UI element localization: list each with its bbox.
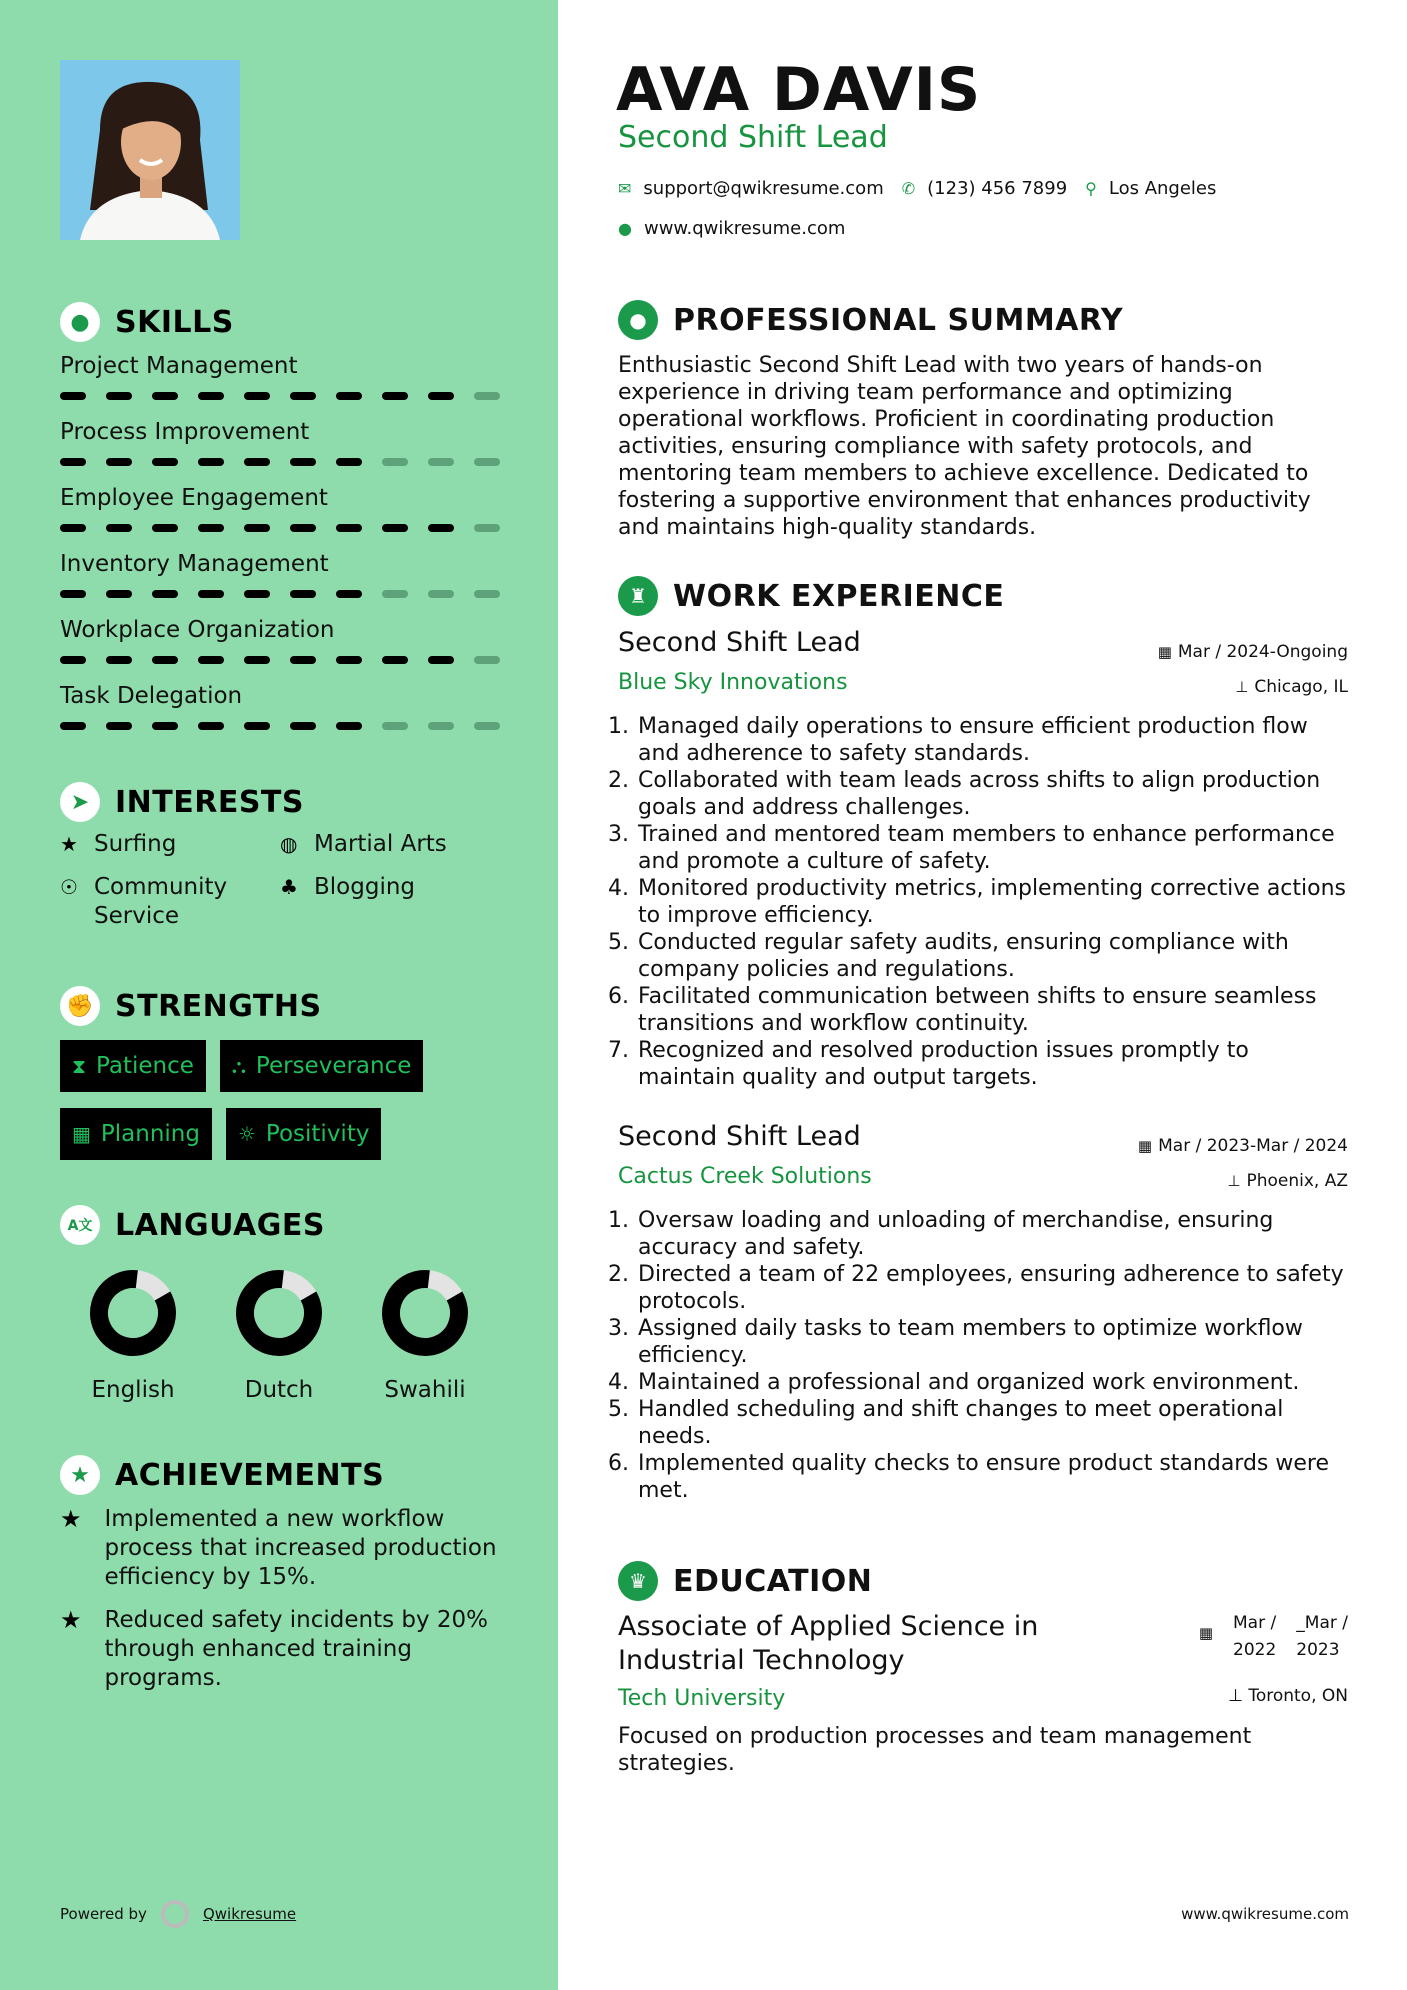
calendar-icon: ▦ bbox=[1137, 1137, 1153, 1155]
skill-level-dot bbox=[290, 722, 316, 730]
skill-level-dot bbox=[60, 392, 86, 400]
achievements-list bbox=[60, 1505, 500, 1707]
skills-heading: ● SKILLS bbox=[60, 302, 234, 342]
summary-heading: ● PROFESSIONAL SUMMARY bbox=[618, 300, 1123, 340]
language-donut bbox=[85, 1265, 181, 1361]
interest-item: ★ Surfing bbox=[60, 831, 177, 857]
skill-name: Task Delegation bbox=[60, 683, 243, 709]
achievement-item: ★ Implemented a new workflow process that increased production efficiency by 15%. bbox=[60, 1505, 497, 1590]
job-bullet: 4. Maintained a professional and organized work environment. bbox=[636, 1369, 1348, 1396]
job-bullet: 3. Assigned daily tasks to team members to optimize workflow efficiency. bbox=[636, 1315, 1348, 1369]
job-bullet: 6. Facilitated communication between shifts to ensure seamless transitions and workflow continuity. bbox=[636, 983, 1348, 1037]
skill-level-dot bbox=[244, 524, 270, 532]
skill-level-bar bbox=[60, 722, 500, 730]
skill-level-bar bbox=[60, 590, 500, 598]
skill-level-dot bbox=[336, 392, 362, 400]
skill-level-dot bbox=[474, 656, 500, 664]
skill-name: Process Improvement bbox=[60, 419, 310, 445]
education-location: ⊥ Toronto, ON bbox=[1228, 1686, 1348, 1706]
skill-level-dot bbox=[152, 392, 178, 400]
achievements-heading: ★ ACHIEVEMENTS bbox=[60, 1455, 384, 1495]
job-meta: ▦ Mar / 2023-Mar / 2024 ⊥ Phoenix, AZ bbox=[1137, 1136, 1348, 1191]
job-entry bbox=[618, 1121, 1348, 1504]
language-name: English bbox=[91, 1377, 175, 1403]
skill-item bbox=[60, 416, 500, 482]
strength-badge: ⛬ Perseverance bbox=[220, 1040, 423, 1092]
job-bullet: 2. Collaborated with team leads across shifts to align production goals and address challenges. bbox=[636, 767, 1348, 821]
skill-level-dot bbox=[428, 458, 454, 466]
location-text: Los Angeles bbox=[1108, 178, 1217, 199]
experience-heading: ♜ WORK EXPERIENCE bbox=[618, 576, 1004, 616]
skill-level-dot bbox=[428, 590, 454, 598]
qwikresume-logo-icon bbox=[161, 1900, 189, 1928]
qwikresume-link[interactable]: Qwikresume bbox=[202, 1905, 297, 1923]
job-bullets bbox=[618, 1207, 1348, 1504]
powered-by: Powered by Qwikresume bbox=[60, 1900, 296, 1928]
strengths-list bbox=[60, 1040, 500, 1176]
envelope-icon: ✉ bbox=[618, 179, 632, 198]
job-company: Cactus Creek Solutions bbox=[618, 1164, 872, 1189]
skill-level-dot bbox=[106, 722, 132, 730]
skill-level-dot bbox=[106, 392, 132, 400]
job-bullet: 5. Handled scheduling and shift changes to meet operational needs. bbox=[636, 1396, 1348, 1450]
skill-name: Inventory Management bbox=[60, 551, 329, 577]
language-item bbox=[60, 1265, 206, 1403]
skill-level-dot bbox=[336, 590, 362, 598]
globe-icon: ● bbox=[618, 219, 632, 238]
skill-level-dot bbox=[198, 590, 224, 598]
skill-level-dot bbox=[244, 458, 270, 466]
hourglass-icon: ⧗ bbox=[72, 1054, 87, 1078]
interest-item: ☉ Community Service bbox=[60, 874, 228, 929]
hand-icon: ☉ bbox=[60, 875, 78, 899]
skill-level-dot bbox=[382, 392, 408, 400]
skill-name: Workplace Organization bbox=[60, 617, 335, 643]
skill-level-dot bbox=[336, 458, 362, 466]
skill-level-dot bbox=[290, 656, 316, 664]
job-bullets bbox=[618, 713, 1348, 1091]
skill-level-dot bbox=[290, 524, 316, 532]
interests-heading: ➤ INTERESTS bbox=[60, 782, 304, 822]
star-badge-icon: ★ bbox=[60, 1455, 100, 1495]
phone-text: (123) 456 7899 bbox=[927, 178, 1068, 199]
job-bullet: 1. Managed daily operations to ensure efficient production flow and adherence to safety standards. bbox=[636, 713, 1348, 767]
skill-level-dot bbox=[152, 524, 178, 532]
fist-icon: ✊ bbox=[60, 986, 100, 1026]
candidate-name: AVA DAVIS bbox=[616, 55, 982, 125]
skill-name: Project Management bbox=[60, 353, 298, 379]
calendar-icon: ▦ bbox=[1157, 643, 1172, 661]
job-bullet: 6. Implemented quality checks to ensure product standards were met. bbox=[636, 1450, 1348, 1504]
website-link[interactable]: www.qwikresume.com bbox=[643, 218, 846, 239]
skill-item bbox=[60, 548, 500, 614]
strengths-heading: ✊ STRENGTHS bbox=[60, 986, 322, 1026]
skill-level-dot bbox=[336, 524, 362, 532]
job-bullet: 2. Directed a team of 22 employees, ensuring adherence to safety protocols. bbox=[636, 1261, 1348, 1315]
lightbulb-icon: ● bbox=[60, 302, 100, 342]
job-bullet: 7. Recognized and resolved production issues promptly to maintain quality and output targets. bbox=[636, 1037, 1348, 1091]
skill-level-dot bbox=[382, 722, 408, 730]
skill-level-dot bbox=[244, 656, 270, 664]
language-name: Swahili bbox=[384, 1377, 466, 1403]
skill-level-dot bbox=[428, 722, 454, 730]
contact-row bbox=[618, 178, 1234, 199]
footer-url[interactable]: www.qwikresume.com bbox=[1181, 1905, 1349, 1923]
calendar-icon: ▦ bbox=[1198, 1624, 1214, 1642]
candidate-role: Second Shift Lead bbox=[618, 120, 888, 155]
road-icon: ⛬ bbox=[231, 1054, 246, 1078]
school-name: Tech University bbox=[618, 1686, 786, 1711]
skill-level-dot bbox=[198, 656, 224, 664]
skill-level-dot bbox=[60, 656, 86, 664]
achievement-item: ★ Reduced safety incidents by 20% through enhanced training programs. bbox=[60, 1606, 489, 1691]
skills-list bbox=[60, 350, 500, 746]
skill-level-dot bbox=[382, 656, 408, 664]
education-entry bbox=[618, 1610, 1348, 1777]
language-item bbox=[206, 1265, 352, 1403]
skill-item bbox=[60, 680, 500, 746]
skill-level-dot bbox=[106, 458, 132, 466]
calendar-icon: ▦ bbox=[72, 1122, 91, 1146]
job-title: Second Shift Lead bbox=[618, 627, 861, 658]
degree-title: Associate of Applied Science in Industrial Technology bbox=[618, 1611, 1039, 1676]
job-entry bbox=[618, 627, 1348, 1091]
job-company: Blue Sky Innovations bbox=[618, 670, 848, 695]
strength-badge: ☼ Positivity bbox=[226, 1108, 381, 1160]
donut-fill bbox=[233, 1267, 326, 1360]
skill-item bbox=[60, 482, 500, 548]
globe-icon: ◍ bbox=[280, 832, 298, 856]
skill-level-dot bbox=[474, 392, 500, 400]
job-meta: ▦ Mar / 2024-Ongoing ⊥ Chicago, IL bbox=[1157, 642, 1348, 697]
skill-level-dot bbox=[290, 392, 316, 400]
skill-level-dot bbox=[244, 590, 270, 598]
job-bullet: 1. Oversaw loading and unloading of merchandise, ensuring accuracy and safety. bbox=[636, 1207, 1348, 1261]
skill-level-dot bbox=[428, 656, 454, 664]
skill-level-dot bbox=[474, 590, 500, 598]
skill-level-dot bbox=[382, 458, 408, 466]
skill-level-dot bbox=[106, 656, 132, 664]
language-donut bbox=[377, 1265, 473, 1361]
interest-item: ♣ Blogging bbox=[280, 874, 416, 900]
skill-level-dot bbox=[152, 590, 178, 598]
skill-level-bar bbox=[60, 392, 500, 400]
main-content bbox=[558, 0, 1407, 1990]
phone-icon: ✆ bbox=[901, 179, 916, 198]
user-icon: ● bbox=[618, 300, 658, 340]
education-dates: ▦ Mar / 2022 _Mar / 2023 bbox=[1199, 1610, 1348, 1664]
language-donut bbox=[231, 1265, 327, 1361]
skill-level-dot bbox=[106, 590, 132, 598]
skill-level-dot bbox=[106, 524, 132, 532]
skill-level-bar bbox=[60, 656, 500, 664]
job-title: Second Shift Lead bbox=[618, 1121, 861, 1152]
profile-photo bbox=[60, 60, 240, 240]
skill-level-dot bbox=[244, 722, 270, 730]
skill-level-dot bbox=[60, 458, 86, 466]
skill-level-bar bbox=[60, 458, 500, 466]
strength-badge: ▦ Planning bbox=[60, 1108, 212, 1160]
skill-level-dot bbox=[428, 524, 454, 532]
strength-badge: ⧗ Patience bbox=[60, 1040, 206, 1092]
donut-fill bbox=[87, 1267, 180, 1360]
language-item bbox=[352, 1265, 498, 1403]
job-bullet: 4. Monitored productivity metrics, implementing corrective actions to improve efficiency. bbox=[636, 875, 1348, 929]
skill-level-dot bbox=[336, 656, 362, 664]
shooting-star-icon: ★ bbox=[60, 1505, 82, 1533]
job-bullet: 5. Conducted regular safety audits, ensuring compliance with company policies and regulations. bbox=[636, 929, 1348, 983]
skill-level-dot bbox=[198, 392, 224, 400]
email-link[interactable]: support@qwikresume.com bbox=[643, 178, 884, 199]
skill-level-dot bbox=[290, 590, 316, 598]
location-pin-icon: ⚲ bbox=[1085, 179, 1097, 198]
sun-icon: ☼ bbox=[237, 1122, 256, 1146]
skill-level-dot bbox=[198, 722, 224, 730]
languages-list bbox=[60, 1265, 500, 1403]
interests-list bbox=[60, 830, 500, 945]
skill-level-dot bbox=[198, 458, 224, 466]
job-bullet: 3. Trained and mentored team members to enhance performance and promote a culture of safety. bbox=[636, 821, 1348, 875]
sidebar bbox=[0, 0, 558, 1990]
skill-level-dot bbox=[474, 722, 500, 730]
skill-level-dot bbox=[152, 458, 178, 466]
language-icon: A文 bbox=[60, 1205, 100, 1245]
skill-item bbox=[60, 350, 500, 416]
languages-heading: A文 LANGUAGES bbox=[60, 1205, 325, 1245]
skill-level-dot bbox=[244, 392, 270, 400]
skill-level-dot bbox=[152, 722, 178, 730]
skill-level-dot bbox=[60, 590, 86, 598]
skill-level-dot bbox=[474, 524, 500, 532]
pin-icon: ⊥ bbox=[1228, 1686, 1243, 1706]
star-icon: ★ bbox=[60, 832, 78, 856]
chair-icon: ♜ bbox=[618, 576, 658, 616]
shooting-star-icon: ★ bbox=[60, 1606, 82, 1634]
pin-icon: ⊥ bbox=[1227, 1172, 1241, 1190]
skill-level-dot bbox=[382, 524, 408, 532]
pin-icon: ⊥ bbox=[1235, 678, 1249, 696]
paper-plane-icon: ➤ bbox=[60, 782, 100, 822]
skill-name: Employee Engagement bbox=[60, 485, 328, 511]
website-row bbox=[618, 218, 863, 239]
summary-text: Enthusiastic Second Shift Lead with two years of hands-on experience in driving team performance and optimizing operational workflows. Proficient in coordinating production activities, ensuring compliance with safety protocols, and mentoring team members to achieve excellence. Dedicated to fostering a supportive environment that enhances productivity and maintains high-quality standards. bbox=[618, 353, 1311, 540]
education-description: Focused on production processes and team management strategies. bbox=[618, 1724, 1252, 1776]
education-heading: ♛ EDUCATION bbox=[618, 1561, 872, 1601]
skill-level-dot bbox=[60, 722, 86, 730]
skill-level-bar bbox=[60, 524, 500, 532]
skill-level-dot bbox=[198, 524, 224, 532]
language-name: Dutch bbox=[244, 1377, 314, 1403]
users-icon: ♣ bbox=[280, 875, 298, 899]
skill-level-dot bbox=[336, 722, 362, 730]
skill-level-dot bbox=[428, 392, 454, 400]
skill-level-dot bbox=[60, 524, 86, 532]
interest-item: ◍ Martial Arts bbox=[280, 831, 447, 857]
skill-level-dot bbox=[474, 458, 500, 466]
donut-fill bbox=[379, 1267, 472, 1360]
skill-level-dot bbox=[152, 656, 178, 664]
skill-item bbox=[60, 614, 500, 680]
graduation-icon: ♛ bbox=[618, 1561, 658, 1601]
skill-level-dot bbox=[382, 590, 408, 598]
skill-level-dot bbox=[290, 458, 316, 466]
